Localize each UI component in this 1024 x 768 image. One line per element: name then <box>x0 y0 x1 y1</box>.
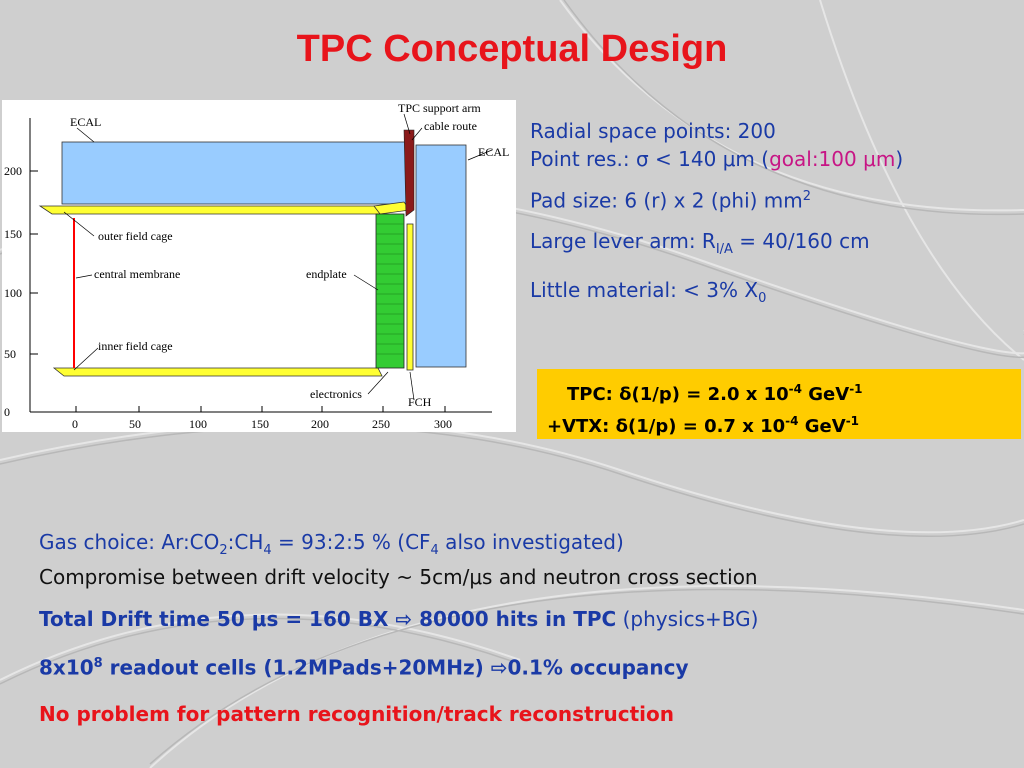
label-cable-route: cable route <box>424 119 477 133</box>
goal-text: goal:100 <box>769 147 864 171</box>
y-tick-200: 200 <box>4 164 22 178</box>
pattern-recognition-line: No problem for pattern recognition/track reconstruction <box>39 701 674 726</box>
material-line: Little material: < 3% $X_0$ <box>530 277 767 306</box>
support-arm <box>404 130 414 216</box>
compromise-line: Compromise between drift velocity ~ 5cm/μs and neutron cross section <box>39 565 758 589</box>
outer-field-cage-bar <box>40 206 384 214</box>
label-tpc-support-arm: TPC support arm <box>398 101 481 115</box>
pad-size-line: Pad size: 6 (r) x 2 (phi) $mm^2$ <box>530 188 812 213</box>
delta-symbol: δ <box>615 416 629 437</box>
ecal-barrel <box>62 142 407 204</box>
gas-choice-line: Gas choice: $Ar:CO_2:CH_4$ = 93:2:5 % ($CF_4$ also investigated) <box>39 530 624 558</box>
sigma-symbol: σ <box>635 147 649 171</box>
x-tick-50: 50 <box>129 417 141 431</box>
y-tick-50: 50 <box>4 347 16 361</box>
y-tick-100: 100 <box>4 286 22 300</box>
endplate-block <box>376 214 404 368</box>
label-endplate: endplate <box>306 267 347 281</box>
label-fch: FCH <box>408 395 432 409</box>
point-resolution-line: Point res.: σ < 140 μm (goal:100 μm) <box>530 147 904 171</box>
tpc-resolution-line: TPC: δ(1/p) = 2.0 x $10^{-4}$ GeV$^{-1}$ <box>567 382 863 405</box>
ecal-endcap <box>416 145 466 367</box>
vtx-resolution-line: +VTX: δ(1/p) = 0.7 x $10^{-4}$ GeV$^{-1}$ <box>547 414 860 437</box>
x-tick-250: 250 <box>372 417 390 431</box>
label-ecal-left: ECAL <box>70 115 102 129</box>
lever-arm-line: Large lever arm: $R_{I/A} = 40/160$ cm <box>530 228 870 257</box>
x-tick-300: 300 <box>434 417 452 431</box>
y-tick-0: 0 <box>4 405 10 419</box>
x-tick-200: 200 <box>311 417 329 431</box>
momentum-resolution-box <box>537 369 1021 439</box>
mu-symbol: μ <box>251 607 267 631</box>
gas-and-occupancy-notes <box>39 529 1024 727</box>
x-tick-150: 150 <box>251 417 269 431</box>
slide-title: TPC Conceptual Design <box>296 28 728 70</box>
tpc-cross-section-diagram <box>2 100 516 432</box>
mu-symbol: μ <box>722 147 736 171</box>
radial-points-line: Radial space points: 200 <box>530 119 776 143</box>
label-ecal-right: ECAL <box>478 145 510 159</box>
y-tick-150: 150 <box>4 227 22 241</box>
inner-field-cage-bar <box>54 368 382 376</box>
readout-cells-line: $8x10^8$ readout cells (1.2MPads+20MHz) ⇨0.1% occupancy <box>39 655 689 680</box>
x-tick-100: 100 <box>189 417 207 431</box>
mu-symbol: μ <box>469 565 483 589</box>
label-central-membrane: central membrane <box>94 267 181 281</box>
fch-bar <box>407 224 413 370</box>
arrow-icon: ⇨ <box>395 607 413 631</box>
design-parameters <box>530 118 1024 312</box>
delta-symbol: δ <box>619 384 632 405</box>
drift-time-line: Total Drift time 50 μs = 160 BX ⇨ 80000 hits in TPC (physics+BG) <box>39 607 759 631</box>
label-electronics: electronics <box>310 387 362 401</box>
label-inner-field-cage: inner field cage <box>98 339 173 353</box>
arrow-icon: ⇨ <box>490 655 508 680</box>
label-outer-field-cage: outer field cage <box>98 229 173 243</box>
x-tick-0: 0 <box>72 417 78 431</box>
